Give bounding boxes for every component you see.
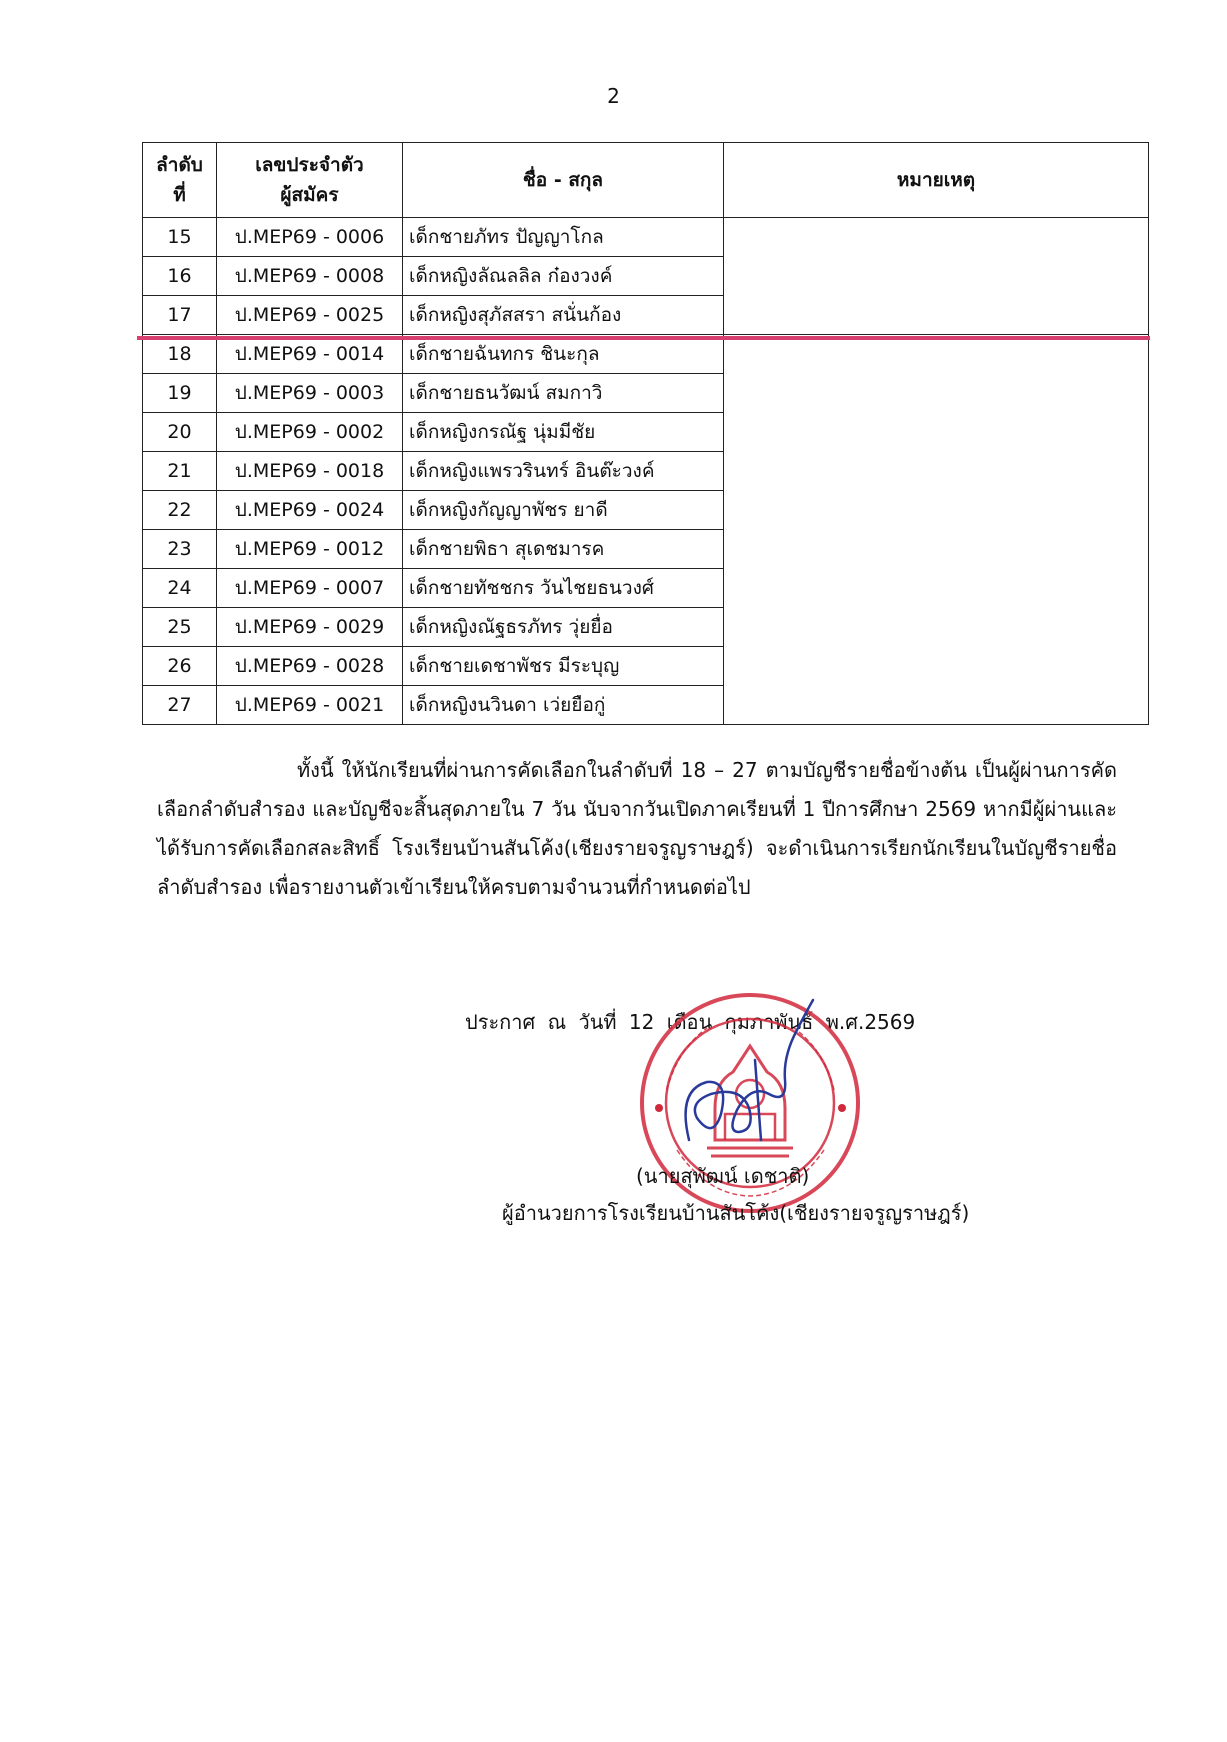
row-no: 26	[143, 647, 217, 686]
row-no: 23	[143, 530, 217, 569]
row-applicant-id: ป.MEP69 - 0028	[217, 647, 403, 686]
row-full-name: เด็กชายธนวัฒน์ สมกาวิ	[403, 374, 724, 413]
row-no: 27	[143, 686, 217, 725]
header-no	[143, 143, 217, 218]
cutoff-line	[137, 336, 1150, 340]
row-applicant-id: ป.MEP69 - 0014	[217, 335, 403, 374]
row-no: 17	[143, 296, 217, 335]
page-number: 2	[607, 84, 620, 108]
header-id	[217, 143, 403, 218]
row-remark	[724, 335, 1149, 725]
header-remark: หมายเหตุ	[724, 143, 1149, 218]
row-full-name: เด็กหญิงนวินดา เว่ยยือกู่	[403, 686, 724, 725]
header-name: ชื่อ - สกุล	[403, 143, 724, 218]
row-applicant-id: ป.MEP69 - 0021	[217, 686, 403, 725]
announcement-date: ประกาศ ณ วันที่ 12 เดือน กุมภาพันธ์ พ.ศ.2569	[465, 1010, 916, 1034]
header-id-line2: ผู้สมัคร	[280, 184, 339, 206]
row-no: 19	[143, 374, 217, 413]
row-applicant-id: ป.MEP69 - 0003	[217, 374, 403, 413]
row-no: 22	[143, 491, 217, 530]
row-full-name: เด็กหญิงแพรวรินทร์ อินต๊ะวงค์	[403, 452, 724, 491]
header-no-line2: ที่	[173, 184, 186, 206]
row-no: 20	[143, 413, 217, 452]
row-full-name: เด็กหญิงกรณัฐ นุ่มมีชัย	[403, 413, 724, 452]
row-no: 25	[143, 608, 217, 647]
row-full-name: เด็กชายเดชาพัชร มีระบุญ	[403, 647, 724, 686]
row-applicant-id: ป.MEP69 - 0008	[217, 257, 403, 296]
row-applicant-id: ป.MEP69 - 0025	[217, 296, 403, 335]
row-full-name: เด็กชายพิธา สุเดชมารค	[403, 530, 724, 569]
row-applicant-id: ป.MEP69 - 0006	[217, 218, 403, 257]
row-full-name: เด็กหญิงณัฐธรภัทร วุ่ยยื่อ	[403, 608, 724, 647]
row-no: 24	[143, 569, 217, 608]
table-row	[143, 335, 1149, 374]
row-applicant-id: ป.MEP69 - 0018	[217, 452, 403, 491]
row-full-name: เด็กหญิงลัณลลิล ก๋องวงค์	[403, 257, 724, 296]
row-full-name: เด็กชายฉันทกร ชินะกุล	[403, 335, 724, 374]
header-id-line1: เลขประจำตัว	[255, 154, 364, 176]
notice-paragraph	[157, 751, 1117, 907]
row-remark	[724, 218, 1149, 335]
row-full-name: เด็กหญิงสุภัสสรา สนั่นก้อง	[403, 296, 724, 335]
row-applicant-id: ป.MEP69 - 0002	[217, 413, 403, 452]
row-full-name: เด็กหญิงกัญญาพัชร ยาดี	[403, 491, 724, 530]
row-no: 21	[143, 452, 217, 491]
row-applicant-id: ป.MEP69 - 0029	[217, 608, 403, 647]
row-no: 18	[143, 335, 217, 374]
row-full-name: เด็กชายทัชชกร วันไชยธนวงศ์	[403, 569, 724, 608]
table-row	[143, 218, 1149, 257]
header-no-line1: ลำดับ	[156, 154, 203, 176]
applicant-table	[142, 142, 1149, 725]
notice-text: ทั้งนี้ ให้นักเรียนที่ผ่านการคัดเลือกในลำดับที่ 18 – 27 ตามบัญชีรายชื่อข้างต้น เป็นผู้ผ่านการคัดเลือกลำดับสำรอง และบัญชีจะสิ้นสุดภายใน 7 วัน นับจากวันเปิดภาคเรียนที่ 1 ปีการศึกษา 2569 หากมีผู้ผ่านและได้รับการคัดเลือกสละสิทธิ์ โรงเรียนบ้านสันโค้ง(เชียงรายจรูญราษฎร์) จะดำเนินการเรียกนักเรียนในบัญชีรายชื่อลำดับสำรอง เพื่อรายงานตัวเข้าเรียนให้ครบตามจำนวนที่กำหนดต่อไป	[157, 758, 1117, 899]
row-applicant-id: ป.MEP69 - 0024	[217, 491, 403, 530]
table-header-row	[143, 143, 1149, 218]
signer-name: (นายสุพัฒน์ เดชาติ)	[636, 1164, 810, 1188]
row-applicant-id: ป.MEP69 - 0012	[217, 530, 403, 569]
row-applicant-id: ป.MEP69 - 0007	[217, 569, 403, 608]
row-no: 16	[143, 257, 217, 296]
signer-title: ผู้อำนวยการโรงเรียนบ้านสันโค้ง(เชียงรายจรูญราษฎร์)	[502, 1201, 970, 1225]
table-body	[143, 218, 1149, 725]
row-full-name: เด็กชายภัทร ปัญญาโกล	[403, 218, 724, 257]
row-no: 15	[143, 218, 217, 257]
